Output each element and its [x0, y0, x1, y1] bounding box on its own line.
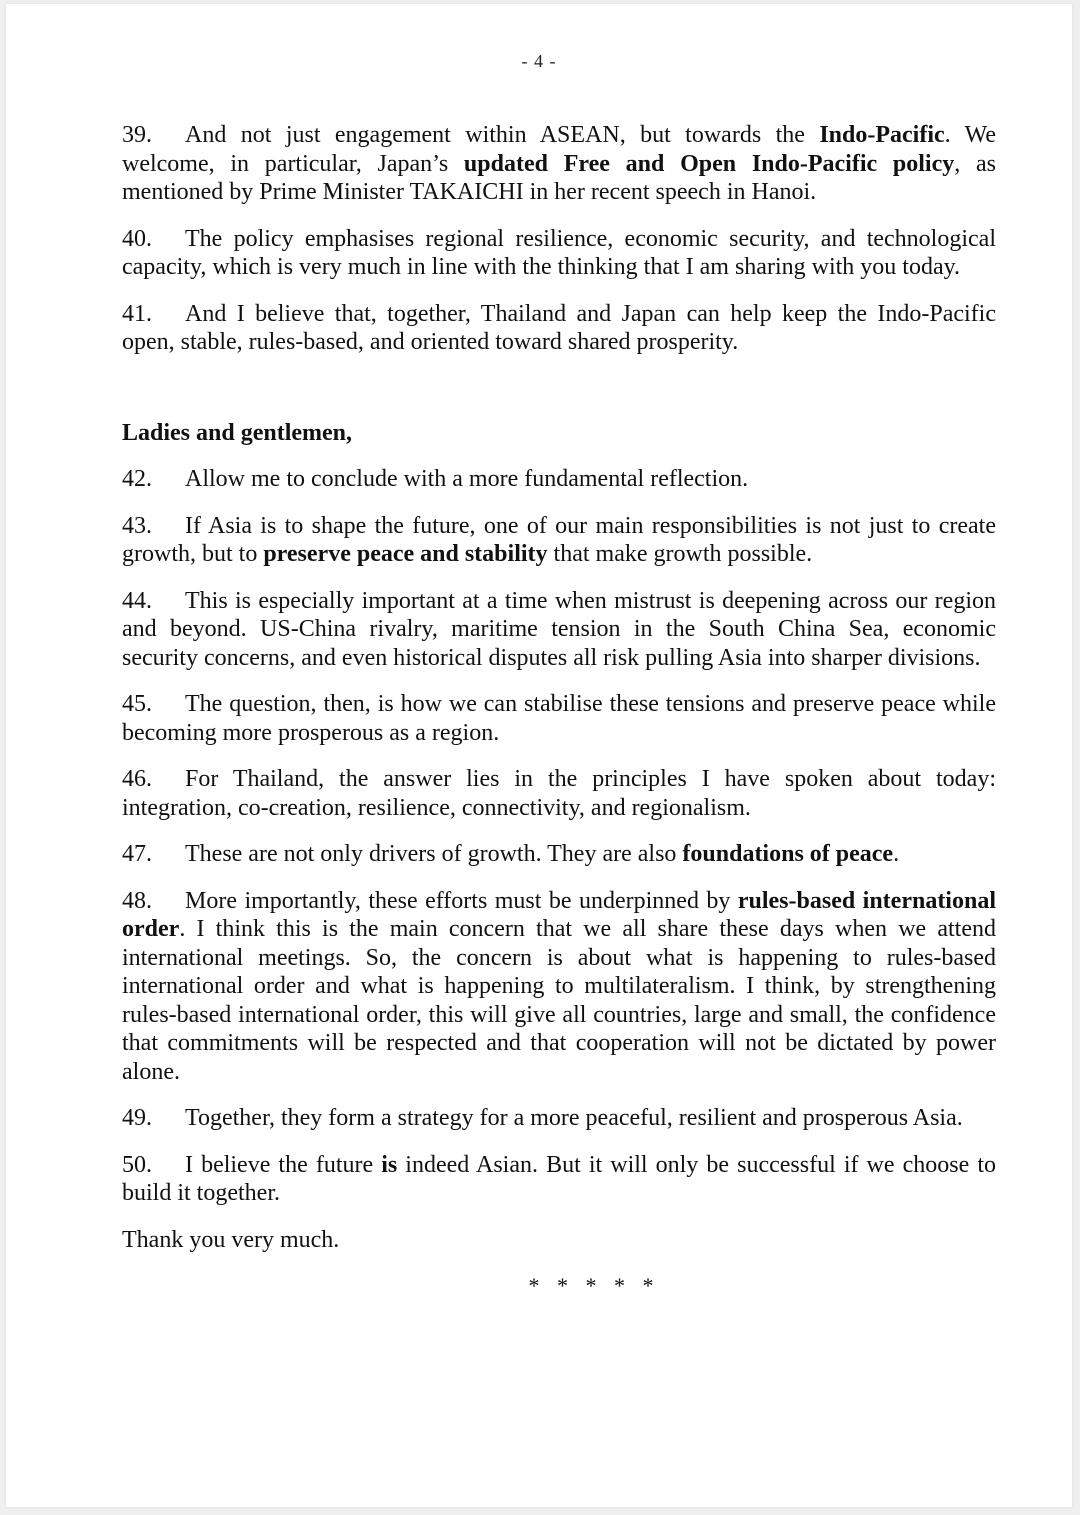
paragraph-text: For Thailand, the answer lies in the principles I have spoken about today: integration, co-creation, resilience, connectivity, and regionalism. [122, 766, 996, 821]
paragraph-text: These are not only drivers of growth. They are also [185, 841, 683, 867]
paragraph-text: Together, they form a strategy for a more peaceful, resilient and prosperous Asia. [185, 1105, 963, 1131]
paragraph-text: This is especially important at a time when mistrust is deepening across our region and beyond. US-China rivalry, maritime tension in the South China Sea, economic security concerns, and even historical disputes all risk pulling Asia into sharper divisions. [122, 587, 996, 671]
paragraph-number: 45. [122, 691, 152, 717]
numbered-paragraph [122, 300, 996, 357]
paragraph-text: . We welcome, in particular, Japan’s [122, 122, 997, 177]
closing-line: Thank you very much. [122, 1226, 340, 1253]
paragraph-text: The policy emphasises regional resilience, economic security, and technological capacity, which is very much in line with the thinking that I am sharing with you today. [122, 225, 996, 280]
bold-text: Indo-Pacific [819, 122, 945, 148]
paragraph-group-before [122, 121, 996, 357]
paragraph-number: 39. [122, 122, 152, 148]
document-body [122, 121, 996, 1301]
numbered-paragraph [122, 587, 996, 673]
numbered-paragraph [122, 765, 996, 822]
document-page [6, 4, 1072, 1507]
section-heading: Ladies and gentlemen, [122, 419, 353, 446]
bold-text: updated Free and Open Indo-Pacific policy [463, 150, 955, 177]
paragraph-number: 46. [122, 766, 152, 792]
bold-text: is [381, 1151, 398, 1178]
bold-text: preserve peace and stability [263, 541, 548, 567]
numbered-paragraph [122, 690, 996, 747]
bold-text: rules-based international order [122, 887, 996, 942]
paragraph-number: 43. [122, 512, 152, 539]
paragraph-text: that make growth possible. [547, 541, 813, 567]
numbered-paragraph [122, 1151, 996, 1208]
end-mark: * * * * * [528, 1273, 660, 1298]
paragraph-number: 44. [122, 587, 152, 614]
paragraph-number: 41. [122, 300, 152, 327]
paragraph-text: And I believe that, together, Thailand and Japan can help keep the Indo-Pacific open, stable, rules-based, and oriented toward shared prosperity. [122, 300, 996, 355]
bold-text: foundations of peace [682, 841, 894, 867]
page-number: - 4 - [521, 51, 557, 71]
paragraph-number: 50. [122, 1151, 152, 1178]
paragraph-text: More importantly, these efforts must be underpinned by [185, 887, 738, 914]
numbered-paragraph [122, 887, 996, 1087]
paragraph-text: The question, then, is how we can stabilise these tensions and preserve peace while becoming more prosperous as a region. [122, 691, 996, 746]
paragraph-number: 42. [122, 466, 152, 492]
paragraph-number: 47. [122, 841, 152, 867]
paragraph-text: . I think this is the main concern that we all share these days when we attend international meetings. So, the concern is about what is happening to rules-based international order and what is happening to multilateralism. I think, by strengthening rules-based international order, this will give all countries, large and small, the confidence that commitments will be respected and that cooperation will not be dictated by power alone. [122, 916, 996, 1085]
paragraph-text: indeed Asian. But it will only be successful if we choose to build it together. [122, 1151, 996, 1206]
paragraph-text: , as mentioned by Prime Minister TAKAICHI in her recent speech in Hanoi. [122, 150, 996, 205]
paragraph-number: 48. [122, 887, 152, 914]
numbered-paragraph [122, 225, 996, 282]
paragraph-number: 49. [122, 1105, 152, 1131]
numbered-paragraph [122, 512, 996, 569]
paragraph-text: . [893, 841, 900, 867]
numbered-paragraph [122, 1104, 996, 1133]
paragraph-text: I believe the future [185, 1151, 382, 1178]
paragraph-text: If Asia is to shape the future, one of our main responsibilities is not just to create growth, but to [122, 512, 996, 567]
paragraph-group-after [122, 465, 996, 1208]
paragraph-number: 40. [122, 225, 152, 252]
numbered-paragraph [122, 121, 996, 207]
paragraph-text: Allow me to conclude with a more fundamental reflection. [185, 466, 749, 492]
paragraph-text: And not just engagement within ASEAN, but towards the [185, 122, 820, 148]
numbered-paragraph [122, 840, 996, 869]
numbered-paragraph [122, 465, 996, 494]
